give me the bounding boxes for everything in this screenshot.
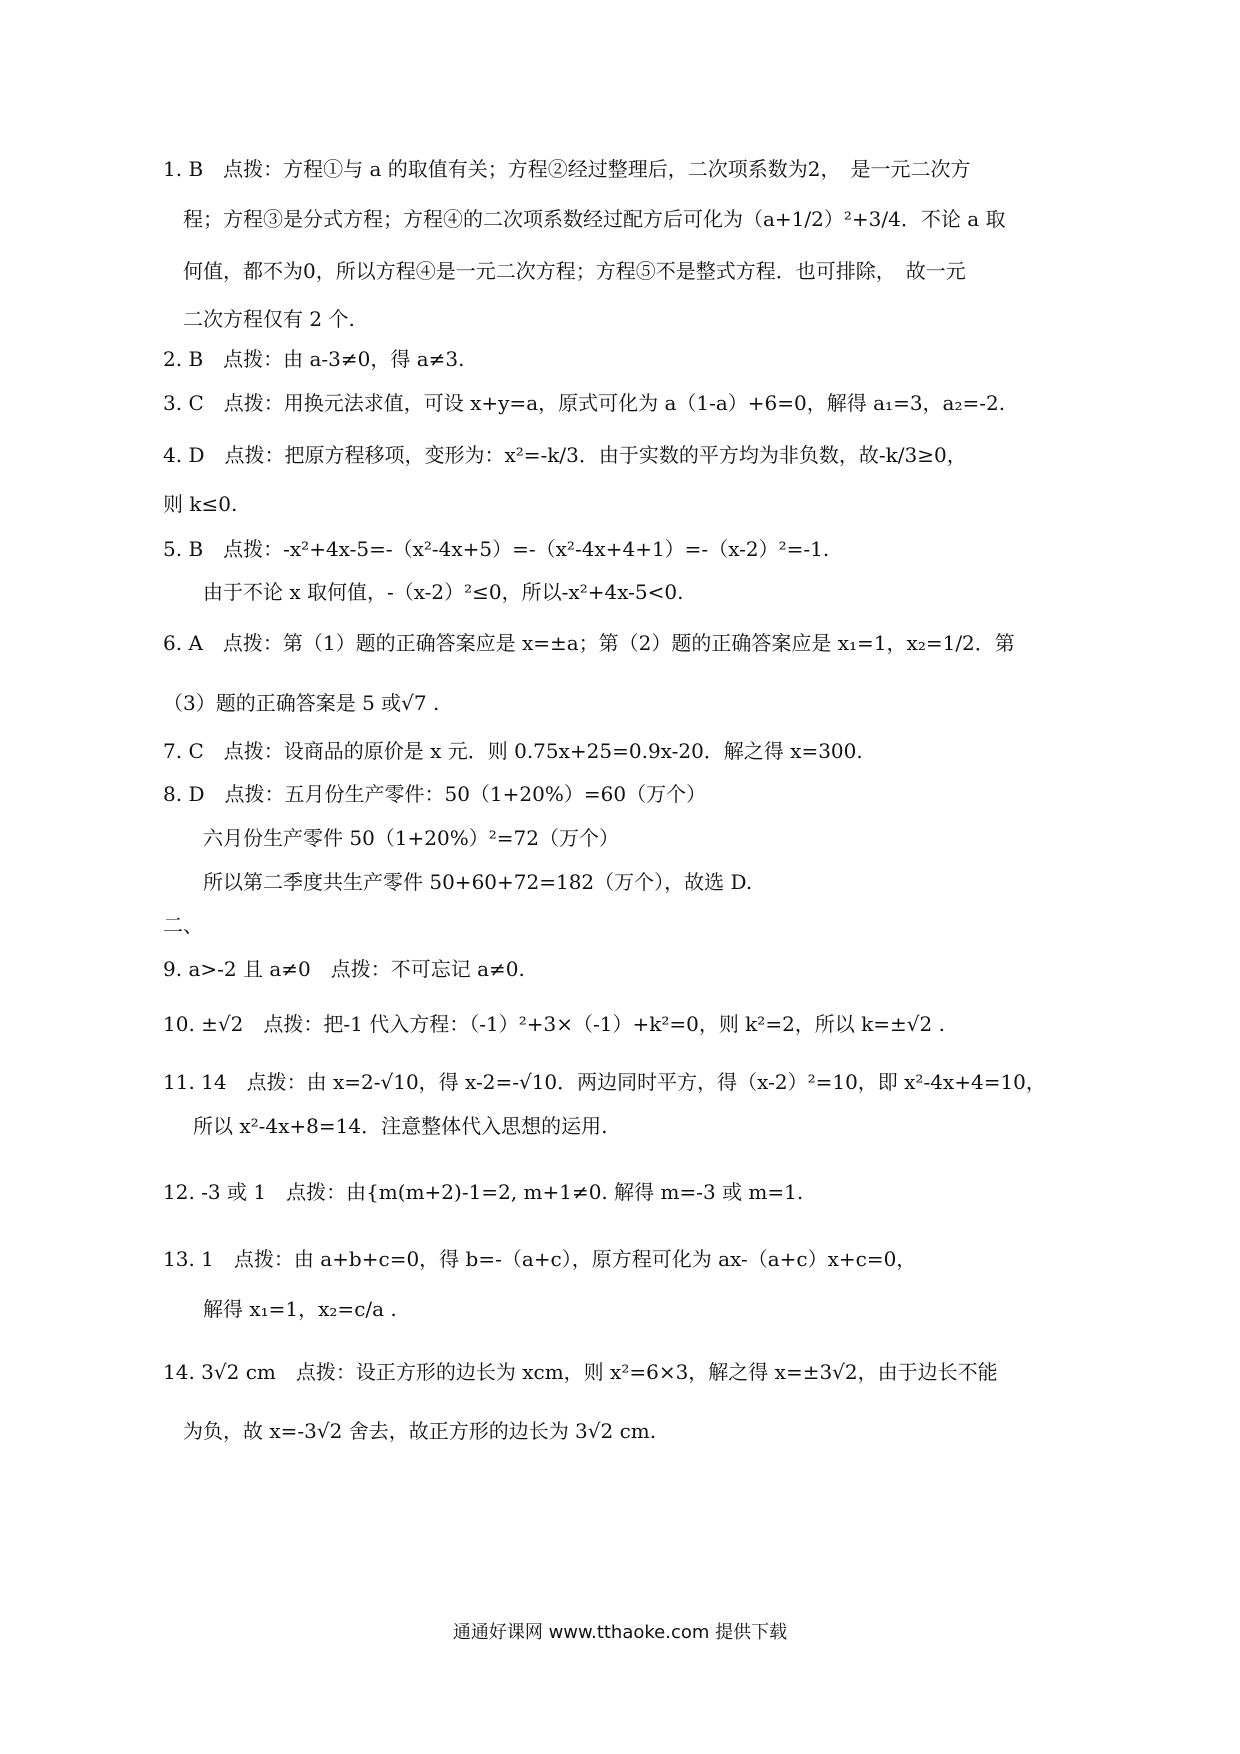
answer-line: 4. D 点拨：把原方程移项，变形为：x²=-k/3．由于实数的平方均为非负数，故-k/3≥0，: [163, 443, 967, 467]
answer-line: 7. C 点拨：设商品的原价是 x 元．则 0.75x+25=0.9x-20．解之得 x=300.: [163, 739, 863, 763]
answer-line: 12. -3 或 1 点拨：由{m(m+2)-1=2, m+1≠0. 解得 m=-3 或 m=1.: [163, 1180, 804, 1204]
answer-line: 11. 14 点拨：由 x=2-√10，得 x-2=-√10．两边同时平方，得（x-2）²=10，即 x²-4x+4=10，: [163, 1070, 1046, 1094]
answer-line: 何值，都不为0，所以方程④是一元二次方程；方程⑤不是整式方程．也可排除， 故一元: [183, 259, 966, 283]
answer-line: 8. D 点拨：五月份生产零件：50（1+20%）=60（万个）: [163, 782, 707, 806]
answer-line: 14. 3√2 cm 点拨：设正方形的边长为 xcm，则 x²=6×3，解之得 x=±3√2，由于边长不能: [163, 1360, 998, 1384]
answer-line: 二次方程仅有 2 个.: [183, 307, 355, 331]
answer-line: 5. B 点拨：-x²+4x-5=-（x²-4x+5）=-（x²-4x+4+1）=-（x-2）²=-1.: [163, 537, 830, 561]
answer-line: 由于不论 x 取何值，-（x-2）²≤0，所以-x²+4x-5<0.: [203, 580, 684, 604]
answer-line: 则 k≤0.: [163, 492, 238, 516]
footer: 通通好课网 www.tthaoke.com 提供下载: [452, 1622, 788, 1643]
answer-line: 6. A 点拨：第（1）题的正确答案应是 x=±a；第（2）题的正确答案应是 x₁=1，x₂=1/2．第: [163, 631, 1015, 655]
answer-line: 程；方程③是分式方程；方程④的二次项系数经过配方后可化为（a+1/2）²+3/4．不论 a 取: [183, 207, 1006, 231]
answer-line: 10. ±√2 点拨：把-1 代入方程：（-1）²+3×（-1）+k²=0，则 k²=2，所以 k=±√2 .: [163, 1012, 945, 1036]
answer-line: 所以第二季度共生产零件 50+60+72=182（万个），故选 D.: [203, 870, 753, 894]
answer-line: 3. C 点拨：用换元法求值，可设 x+y=a，原式可化为 a（1-a）+6=0，解得 a₁=3，a₂=-2.: [163, 391, 1006, 415]
answer-line: 二、: [163, 913, 203, 937]
answer-line: 13. 1 点拨：由 a+b+c=0，得 b=-（a+c），原方程可化为 ax-（a+c）x+c=0，: [163, 1247, 917, 1271]
answer-line: 1. B 点拨：方程①与 a 的取值有关；方程②经过整理后，二次项系数为2， 是一元二次方: [163, 157, 971, 181]
answer-line: 9. a>-2 且 a≠0 点拨：不可忘记 a≠0.: [163, 957, 525, 981]
answer-line: 解得 x₁=1，x₂=c/a .: [203, 1297, 397, 1321]
answer-line: 2. B 点拨：由 a-3≠0，得 a≠3.: [163, 347, 465, 371]
answer-line: 为负，故 x=-3√2 舍去，故正方形的边长为 3√2 cm.: [183, 1419, 657, 1443]
answer-line: （3）题的正确答案是 5 或√7 .: [163, 691, 440, 715]
answer-line: 六月份生产零件 50（1+20%）²=72（万个）: [203, 826, 619, 850]
answer-line: 所以 x²-4x+8=14．注意整体代入思想的运用.: [193, 1114, 608, 1138]
